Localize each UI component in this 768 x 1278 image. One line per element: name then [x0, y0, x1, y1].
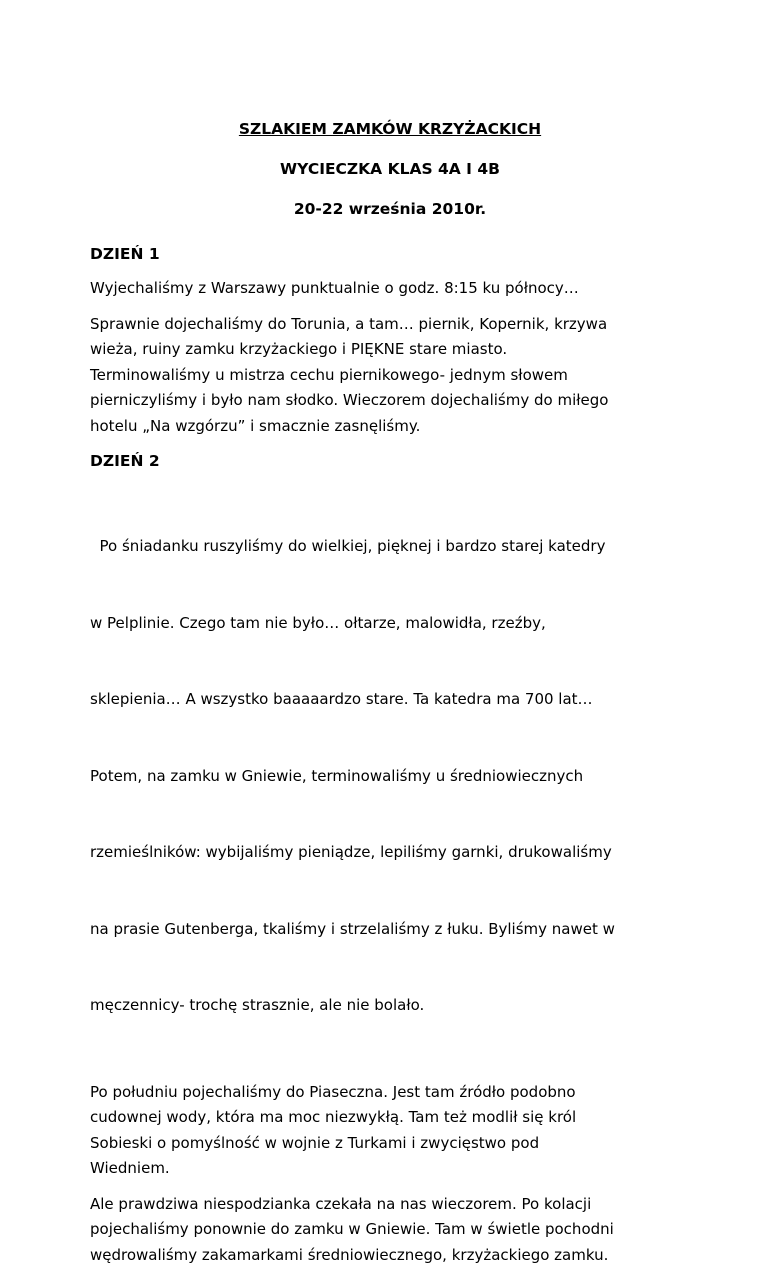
day2-heading: DZIEŃ 2 — [90, 452, 160, 470]
text-line: Po południu pojechaliśmy do Piaseczna. Jest tam źródło podobno — [90, 1082, 576, 1101]
text-line: Terminowaliśmy u mistrza cechu piernikowego- jednym słowem — [90, 365, 568, 384]
text-line: sklepienia… A wszystko baaaaardzo stare. Ta katedra ma 700 lat… — [90, 690, 593, 708]
text-line: męczennicy- trochę strasznie, ale nie bolało. — [90, 996, 425, 1014]
text-line: Po śniadanku ruszyliśmy do wielkiej, pięknej i bardzo starej katedry — [90, 537, 606, 555]
text-line: w Pelplinie. Czego tam nie było… ołtarze, malowidła, rzeźby, — [90, 613, 546, 632]
day2-paragraph-2 — [90, 1080, 690, 1182]
day1-paragraph-1 — [90, 276, 690, 302]
text-line: pierniczyliśmy i było nam słodko. Wieczorem dojechaliśmy do miłego — [90, 391, 609, 409]
document-title: SZLAKIEM ZAMKÓW KRZYŻACKICH — [238, 120, 542, 138]
document-content — [90, 118, 690, 1278]
document-subtitle: WYCIECZKA KLAS 4A I 4B — [280, 160, 500, 178]
document-date: 20-22 września 2010r. — [293, 200, 487, 218]
day1-paragraph-2 — [90, 312, 690, 440]
text-line: Wiedniem. — [90, 1159, 170, 1177]
text-line: Potem, na zamku w Gniewie, terminowaliśmy u średniowiecznych — [90, 766, 584, 785]
day1-heading: DZIEŃ 1 — [90, 245, 160, 263]
day2-paragraph-3 — [90, 1192, 690, 1269]
text-line: hotelu „Na wzgórzu” i smacznie zasnęliśmy. — [90, 416, 421, 435]
text-line: na prasie Gutenberga, tkaliśmy i strzelaliśmy z łuku. Byliśmy nawet w — [90, 919, 615, 938]
text-line: Wyjechaliśmy z Warszawy punktualnie o godz. 8:15 ku północy… — [90, 279, 579, 297]
text-line: cudownej wody, która ma moc niezwykłą. Tam też modlił się król — [90, 1108, 577, 1126]
day2-paragraph-1 — [90, 483, 690, 1070]
text-line: Sobieski o pomyślność w wojnie z Turkami i zwycięstwo pod — [90, 1133, 540, 1152]
text-line: Sprawnie dojechaliśmy do Torunia, a tam… piernik, Kopernik, krzywa — [90, 314, 608, 333]
text-line: pojechaliśmy ponownie do zamku w Gniewie. Tam w świetle pochodni — [90, 1220, 614, 1238]
text-line: Ale prawdziwa niespodzianka czekała na nas wieczorem. Po kolacji — [90, 1194, 592, 1213]
text-line: wędrowaliśmy zakamarkami średniowiecznego, krzyżackiego zamku. — [90, 1245, 609, 1264]
text-line: wieża, ruiny zamku krzyżackiego i PIĘKNE stare miasto. — [90, 340, 508, 358]
text-line: rzemieślników: wybijaliśmy pieniądze, lepiliśmy garnki, drukowaliśmy — [90, 843, 612, 861]
